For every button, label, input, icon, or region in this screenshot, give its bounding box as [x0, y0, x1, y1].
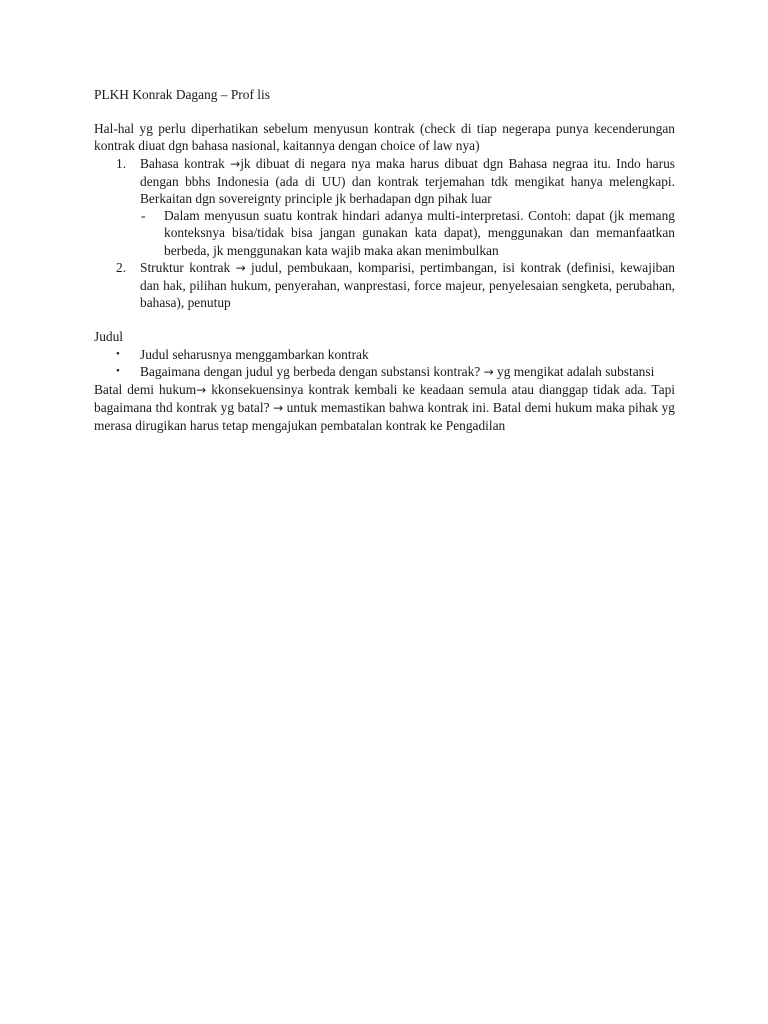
bullet-text: Judul seharusnya menggambarkan kontrak	[140, 346, 369, 362]
bullet-item	[94, 346, 675, 363]
bullet-icon: •	[116, 347, 120, 360]
list-item-lead: Bahasa kontrak	[140, 155, 231, 171]
section-heading-judul: Judul	[94, 329, 124, 345]
list-item-text: judul, pembukaan, komparisi, pertimbangan, isi kontrak (definisi, kewajiban dan hak, pilihan hukum, penyerahan, wanprestasi, force majeur, penyelesaian sengketa, perubahan, bahasa), penutup	[140, 259, 676, 311]
dash-mark: -	[141, 208, 146, 224]
closing-paragraph	[94, 381, 675, 435]
list-number: 1.	[116, 155, 127, 171]
arrow-icon: →	[230, 156, 241, 171]
bullet-lead: Bagaimana dengan judul yg berbeda dengan substansi kontrak?	[140, 363, 484, 379]
sub-list-text: Dalam menyusun suatu kontrak hindari adanya multi-interpretasi. Contoh: dapat (jk memang konteksnya bisa/tidak bisa jangan gunakan kata dapat), menggunakan dan memanfaatkan berbeda, jk menggunakan kata wajib maka akan menimbulkan	[164, 208, 675, 258]
arrow-icon: →	[273, 401, 284, 416]
closing-part-3: untuk memastikan bahwa kontrak ini. Batal demi hukum maka pihak yg merasa dirugikan harus tetap mengajukan pembatalan kontrak ke Pengadilan	[94, 400, 676, 434]
paragraph-spacer	[94, 311, 675, 328]
intro-paragraph: Hal-hal yg perlu diperhatikan sebelum menyusun kontrak (check di tiap negerapa punya kecenderungan kontrak diuat dgn bahasa nasional, kaitannya dengan choice of law nya)	[94, 121, 675, 154]
bullet-list	[94, 346, 675, 381]
arrow-icon: →	[483, 364, 494, 379]
closing-part-1: Batal demi hukum	[94, 382, 197, 398]
sub-list-item	[140, 207, 675, 259]
document-title: PLKH Konrak Dagang – Prof lis	[94, 87, 270, 102]
list-item-struktur-kontrak	[94, 259, 675, 312]
bullet-icon: •	[116, 364, 120, 377]
numbered-list	[94, 155, 675, 312]
closing-part-2: kkonsekuensinya kontrak kembali ke keadaan semula atau dianggap tidak ada. Tapi bagaimana thd kontrak yg batal?	[94, 382, 675, 416]
bullet-item	[94, 363, 675, 381]
list-item-text: jk dibuat di negara nya maka harus dibuat dgn Bahasa negraa itu. Indo harus dengan bbhs Indonesia (ada di UU) dan kontrak terjemahan tdk mengikat hanya melengkapi. Berkaitan dgn sovereignty principle jk berhadapan dgn pihak luar	[140, 155, 675, 207]
list-item-bahasa-kontrak	[94, 155, 675, 259]
bullet-text: yg mengikat adalah substansi	[493, 363, 655, 379]
sub-list	[140, 207, 675, 259]
list-item-lead: Struktur kontrak	[140, 259, 236, 275]
arrow-icon: →	[235, 260, 246, 275]
arrow-icon: →	[196, 383, 207, 398]
list-number: 2.	[116, 259, 127, 275]
document-page	[94, 86, 675, 435]
